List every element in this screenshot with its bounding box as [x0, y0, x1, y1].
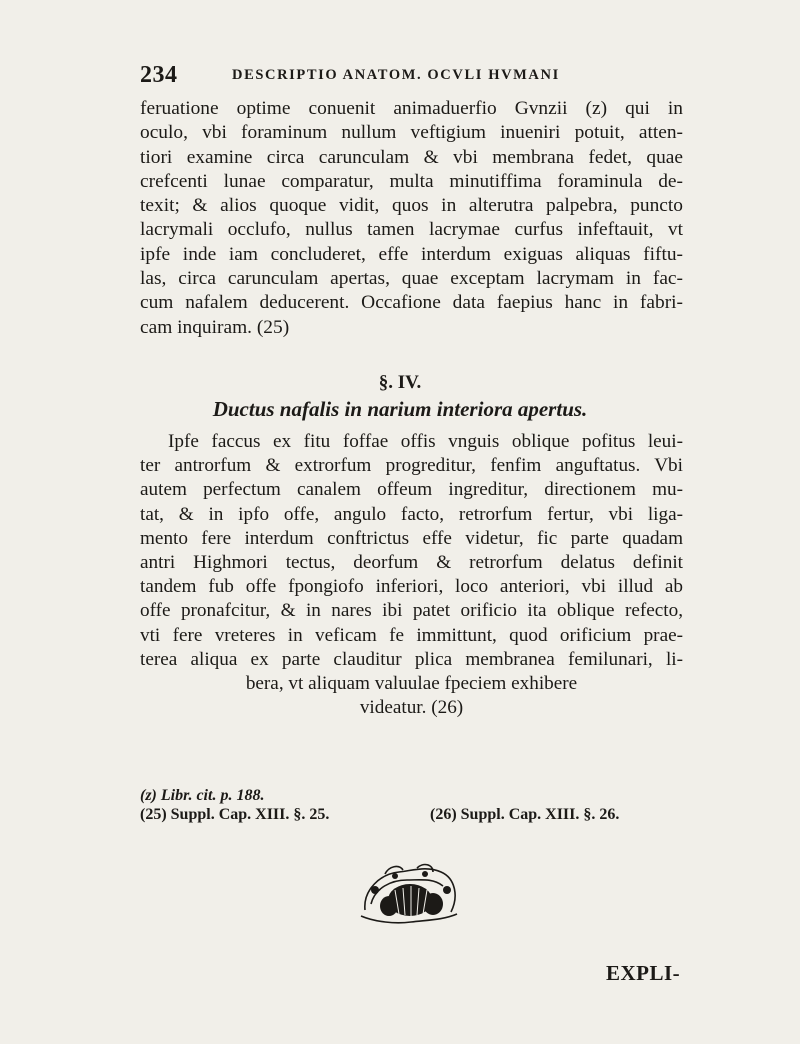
text-line: ipfe inde iam concluderet, effe interdum exiguas aliquas fiftu- — [140, 243, 683, 265]
footnote-26: (26) Suppl. Cap. XIII. §. 26. — [430, 806, 620, 823]
text-line: tat, & in ipfo offe, angulo facto, retrorfum fertur, vbi liga- — [140, 503, 683, 525]
text-line: oculo, vbi foraminum nullum veftigium inueniri potuit, atten- — [140, 122, 683, 144]
text-line: cum nafalem deducerent. Occafione data faepius hanc in fabri- — [140, 292, 683, 314]
text-line: las, circa carunculam apertas, quae exceptam lacrymam in fac- — [140, 268, 683, 290]
running-title: DESCRIPTIO ANATOM. OCVLI HVMANI — [232, 67, 560, 83]
text-line: feruatione optime conuenit animaduerfio Gvnzii (z) qui in — [140, 98, 683, 119]
printer-vignette-ornament-icon — [355, 860, 465, 928]
text-line: terea aliqua ex parte clauditur plica membranea femilunari, li- — [140, 648, 683, 670]
text-line: tandem fub offe fpongiofo inferiori, loco anteriori, vbi illud ab — [140, 576, 683, 598]
text-line: offe pronafcitur, & in nares ibi patet orificio ita oblique refecto, — [140, 600, 683, 622]
text-line: lacrymali occlufo, nullus tamen lacrymae curfus infeftauit, vt — [140, 219, 683, 241]
text-line: Ipfe faccus ex fitu foffae offis vnguis oblique pofitus leui- — [168, 431, 683, 452]
section-title: Ductus nafalis in narium interiora apertus. — [212, 397, 588, 421]
text-line: tiori examine circa carunculam & vbi membrana fedet, quae — [140, 146, 683, 168]
text-line: crefcenti lunae comparatur, multa minutiffima foraminula de- — [140, 170, 683, 192]
paragraph-2 — [140, 430, 683, 720]
footnotes — [140, 786, 700, 825]
section-number: §. IV. — [378, 372, 422, 393]
footnote-row — [140, 805, 700, 825]
text-line: vti fere vreteres in veficam fe immittunt, quod orificium prae- — [140, 624, 683, 646]
text-line: cam inquiram. (25) — [140, 316, 290, 338]
catchword: EXPLI- — [606, 961, 681, 985]
text-line: bera, vt aliquam valuulae fpeciem exhibere — [245, 673, 578, 695]
running-head — [140, 62, 700, 88]
text-line: mento fere interdum conftrictus effe videtur, fic parte quadam — [140, 527, 683, 549]
footnote-25: (25) Suppl. Cap. XIII. §. 25. — [140, 806, 330, 823]
paragraph-1 — [140, 97, 683, 340]
text-line: autem perfectum canalem offeum ingreditur, directionem mu- — [140, 479, 683, 501]
text-line: videatur. (26) — [359, 697, 464, 719]
text-line: ter antrorfum & extrorfum progreditur, fenfim anguftatus. Vbi — [140, 455, 683, 477]
page-number: 234 — [140, 62, 178, 88]
text-line: texit; & alios quoque vidit, quos in alterutra palpebra, puncto — [140, 195, 683, 217]
footnote-z: (z) Libr. cit. p. 188. — [140, 787, 265, 804]
text-line: antri Highmori tectus, deorfum & retrorfum delatus definit — [140, 552, 683, 574]
